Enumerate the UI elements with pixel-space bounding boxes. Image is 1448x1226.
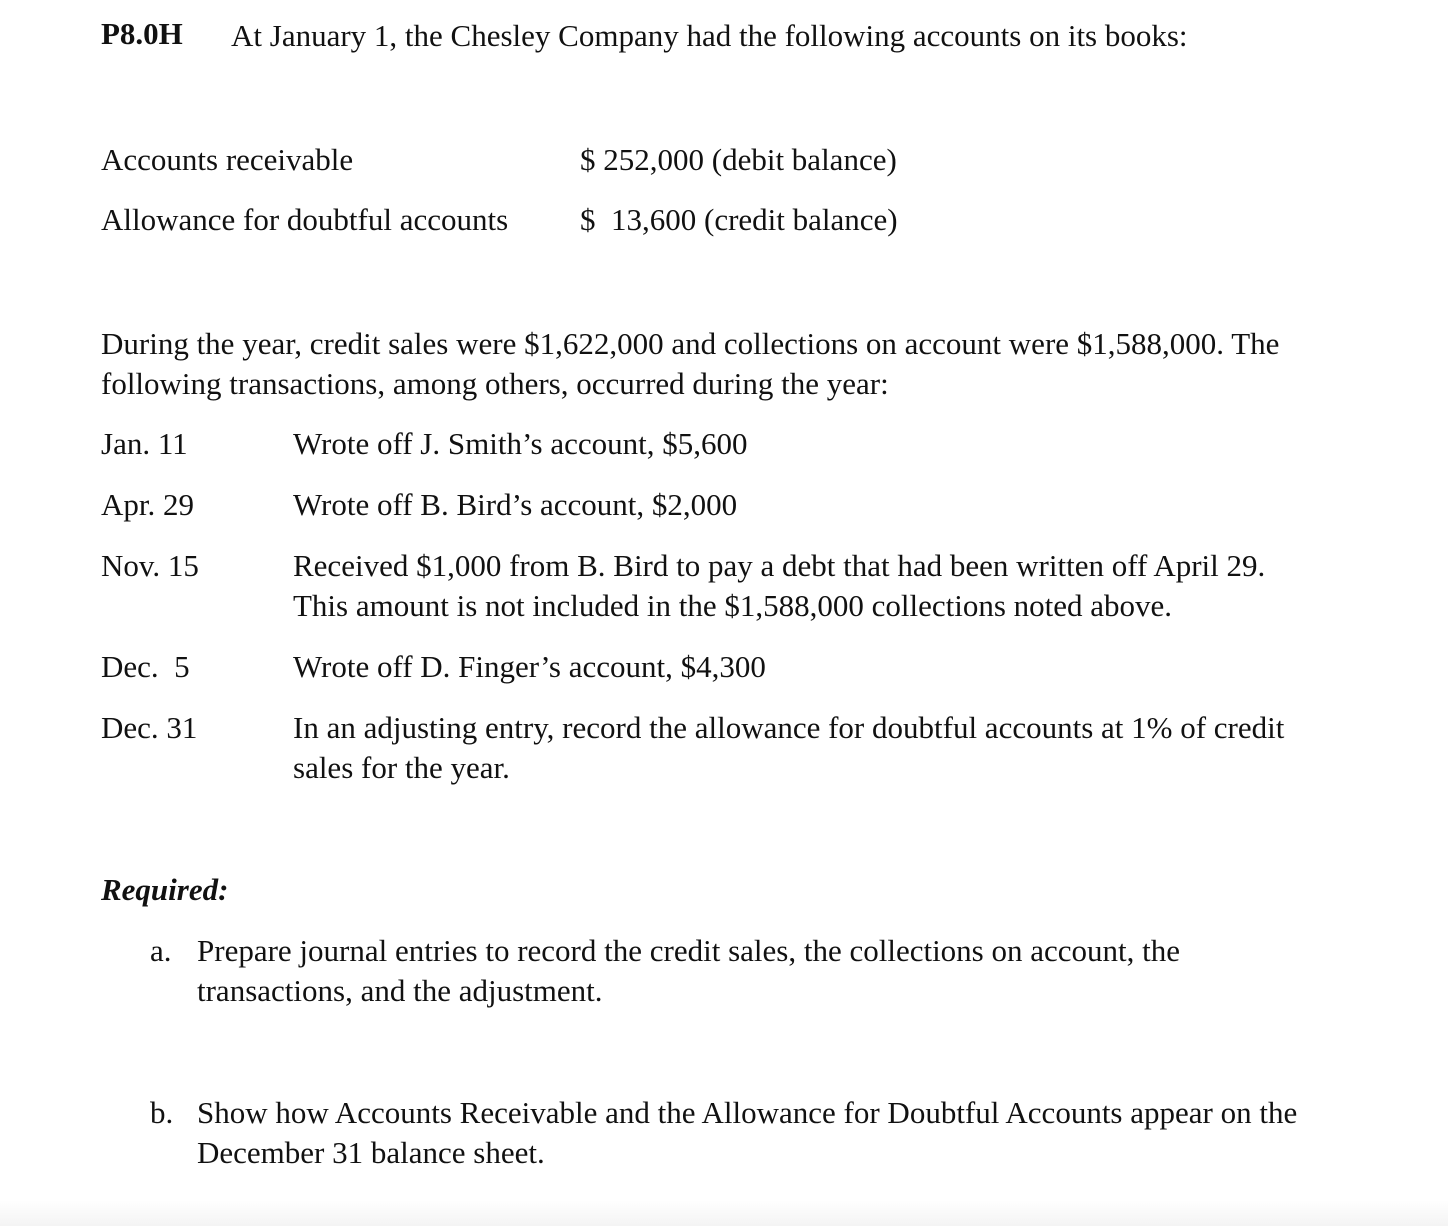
required-item-text: Prepare journal entries to record the credit sales, the collections on account, the	[197, 933, 1181, 968]
transaction-date: Jan. 11	[101, 426, 188, 461]
transaction-text: This amount is not included in the $1,588,000 collections noted above.	[293, 588, 1173, 623]
transaction-date: Apr. 29	[101, 487, 194, 522]
account-amount: $ 252,000 (debit balance)	[580, 142, 897, 177]
account-name: Accounts receivable	[101, 142, 354, 177]
required-item-text: Show how Accounts Receivable and the Allowance for Doubtful Accounts appear on the	[197, 1095, 1298, 1130]
transaction-text: Wrote off B. Bird’s account, $2,000	[293, 487, 738, 522]
summary-line: following transactions, among others, occurred during the year:	[101, 366, 889, 401]
intro-text: At January 1, the Chesley Company had the following accounts on its books:	[231, 18, 1188, 53]
transaction-date: Nov. 15	[101, 548, 199, 583]
transaction-text: sales for the year.	[293, 750, 510, 785]
required-item-text: transactions, and the adjustment.	[197, 973, 603, 1008]
transaction-text: Wrote off J. Smith’s account, $5,600	[293, 426, 748, 461]
required-item-text: December 31 balance sheet.	[197, 1135, 545, 1170]
problem-id: P8.0H	[101, 16, 183, 51]
page-bottom-edge	[0, 1200, 1448, 1226]
transaction-date: Dec. 5	[101, 649, 190, 684]
summary-line: During the year, credit sales were $1,622,000 and collections on account were $1,588,000. The	[101, 326, 1280, 361]
account-amount: $ 13,600 (credit balance)	[580, 202, 898, 237]
transaction-date: Dec. 31	[101, 710, 198, 745]
required-heading: Required:	[101, 872, 229, 907]
transaction-text: Received $1,000 from B. Bird to pay a debt that had been written off April 29.	[293, 548, 1266, 583]
required-item-marker: b.	[150, 1095, 174, 1130]
account-name: Allowance for doubtful accounts	[101, 202, 509, 237]
transaction-text: In an adjusting entry, record the allowance for doubtful accounts at 1% of credit	[293, 710, 1285, 745]
required-item-marker: a.	[150, 933, 172, 968]
transaction-text: Wrote off D. Finger’s account, $4,300	[293, 649, 766, 684]
